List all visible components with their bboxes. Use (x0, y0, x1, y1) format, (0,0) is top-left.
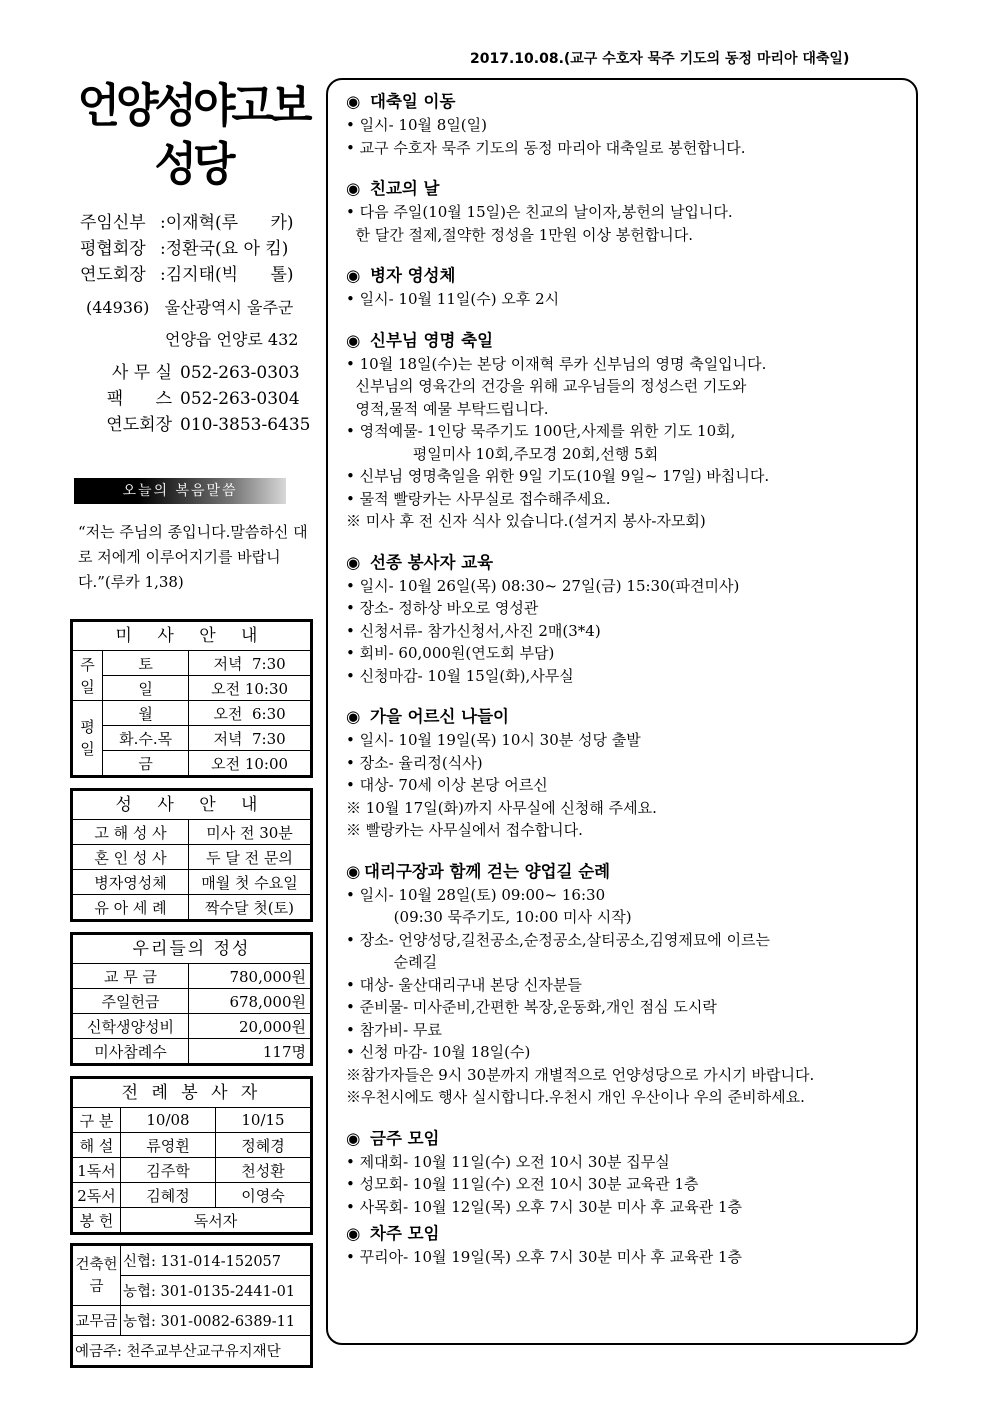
section-mark-icon: ◉ (346, 552, 361, 572)
gospel-heading: 오늘의 복음말씀 (74, 478, 286, 504)
notice-line: • 장소- 정하상 바오로 영성관 (346, 599, 539, 617)
notice-line: • 사목회- 10월 12일(목) 오후 7시 30분 미사 후 교육관 1층 (346, 1197, 742, 1216)
notice-line: • 꾸리아- 10월 19일(목) 오후 7시 30분 미사 후 교육관 1층 (346, 1248, 742, 1266)
sacrament-name: 병자영성체 (73, 870, 189, 895)
gospel-text: “저는 주님의 종입니다.말씀하신 대로 저에게 이루어지기를 바랍니다.”(루카 1,38) (78, 523, 308, 591)
sacrament-info: 두 달 전 문의 (189, 845, 311, 870)
notice-line: 한 달간 절제,절약한 정성을 1만원 이상 봉헌합니다. (346, 225, 694, 244)
mass-schedule-table (70, 619, 313, 778)
notice-line: • 대상- 울산대리구내 본당 신자분들 (346, 975, 582, 994)
mass-time: 오전 10:00 (189, 751, 311, 776)
notice-section (346, 90, 916, 159)
building-account: 농협: 301-0135-2441-01 (121, 1276, 311, 1306)
account-holder: 예금주: 천주교부산교구유지재단 (73, 1336, 311, 1366)
address (70, 292, 316, 356)
sacrament-name: 고 해 성 사 (73, 820, 189, 845)
offering-table (70, 932, 313, 1066)
sacraments-table (70, 788, 313, 922)
notice-line: • 10월 18일(수)는 본당 이재혁 루카 신부님의 영명 축일입니다. (346, 354, 767, 373)
staff-role: 주임신부 (80, 213, 146, 233)
mass-day: 금 (103, 751, 189, 776)
servers-col-header: 10/15 (216, 1108, 311, 1133)
sacrament-name: 혼 인 성 사 (73, 845, 189, 870)
notice-line: 순례길 (346, 953, 438, 971)
section-mark-icon: ◉ (346, 92, 361, 111)
notice-line: • 회비- 60,000원(연도회 부담) (346, 644, 555, 662)
mass-day: 일 (103, 676, 189, 701)
offering-name: 주일헌금 (73, 989, 189, 1014)
staff-name: :김지태(빅 톨) (160, 265, 294, 285)
notice-line: • 신청서류- 참가신청서,사진 2매(3*4) (346, 621, 601, 640)
server-role: 봉 헌 (73, 1208, 121, 1233)
notice-title: 대리구장과 함께 걷는 양업길 순례 (364, 861, 611, 881)
address-line1: (44936) 울산광역시 울주군 (86, 298, 294, 317)
notice-line: ※ 빨랑카는 사무실에서 접수합니다. (346, 821, 583, 839)
mass-time: 저녁 7:30 (189, 651, 311, 676)
server-name: 김혜정 (121, 1183, 216, 1208)
offering-name: 교 무 금 (73, 964, 189, 989)
staff-row (70, 236, 316, 262)
mass-time: 저녁 7:30 (189, 726, 311, 751)
notice-section (346, 551, 916, 688)
sacrament-info: 미사 전 30분 (189, 820, 311, 845)
notice-line: • 신청마감- 10월 15일(화),사무실 (346, 666, 574, 685)
notice-title: 선종 봉사자 교육 (370, 552, 494, 572)
notice-line: • 물적 빨랑카는 사무실로 접수해주세요. (346, 489, 611, 508)
mass-heading: 미 사 안 내 (73, 622, 311, 651)
notice-line: 영적,물적 예물 부탁드립니다. (346, 399, 549, 418)
notice-line: • 교구 수호자 묵주 기도의 동정 마리아 대축일로 봉헌합니다. (346, 138, 746, 157)
phone-number: 010-3853-6435 (180, 415, 311, 435)
notice-line: • 장소- 언양성당,길천공소,순정공소,살티공소,김영제묘에 이르는 (346, 930, 771, 949)
section-mark-icon: ◉ (346, 330, 361, 350)
notice-title: 금주 모임 (370, 1128, 440, 1148)
mass-day: 토 (103, 651, 189, 676)
parish-title (70, 77, 316, 195)
sacrament-info: 짝수달 첫(토) (189, 895, 311, 920)
notice-line: 평일미사 10회,주모경 20회,선행 5회 (346, 444, 659, 463)
offering-amount: 780,000원 (189, 964, 311, 989)
phone-list (70, 360, 316, 438)
notice-title: 병자 영성체 (370, 266, 456, 285)
notice-section (346, 1222, 916, 1269)
notice-line: • 준비물- 미사준비,간편한 복장,운동화,개인 점심 도시락 (346, 998, 717, 1016)
parish-title-line1: 언양성야고보 (77, 79, 309, 133)
notice-section (346, 177, 916, 246)
offering-heading: 우리들의 정성 (73, 935, 311, 964)
offering-amount: 117명 (189, 1039, 311, 1064)
phone-row (70, 412, 316, 438)
notice-line: • 일시- 10월 28일(토) 09:00~ 16:30 (346, 885, 606, 904)
bulletin-date: 2017.10.08.(교구 수호자 묵주 기도의 동정 마리아 대축일) (470, 51, 850, 67)
section-mark-icon: ◉ (346, 1224, 361, 1243)
phone-row (70, 360, 316, 386)
notice-line: • 참가비- 무료 (346, 1020, 442, 1039)
notice-line: • 신청 마감- 10월 18일(수) (346, 1043, 531, 1061)
phone-label: 연도회장 (106, 415, 172, 435)
notice-line: • 일시- 10월 26일(목) 08:30~ 27일(금) 15:30(파견미사) (346, 576, 740, 595)
notice-section (346, 264, 916, 311)
staff-row (70, 210, 316, 236)
mass-time: 오전 6:30 (189, 701, 311, 726)
server-role: 2독서 (73, 1183, 121, 1208)
notice-line: • 일시- 10월 19일(목) 10시 30분 성당 출발 (346, 731, 641, 749)
notice-title: 가을 어르신 나들이 (370, 707, 510, 726)
offering-name: 미사참례수 (73, 1039, 189, 1064)
staff-row (70, 262, 316, 288)
phone-row (70, 386, 316, 412)
notice-section (346, 329, 916, 533)
notice-line: • 성모회- 10월 11일(수) 오전 10시 30분 교육관 1층 (346, 1175, 699, 1193)
servers-col-header: 구 분 (73, 1108, 121, 1133)
server-name: 독서자 (121, 1208, 311, 1233)
staff-role: 평협회장 (80, 239, 146, 259)
notice-line: (09:30 묵주기도, 10:00 미사 시작) (346, 908, 632, 926)
notice-line: 신부님의 영육간의 건강을 위해 교우님들의 정성스런 기도와 (346, 377, 747, 395)
left-column (70, 80, 316, 1368)
phone-number: 052-263-0304 (180, 389, 300, 409)
section-mark-icon: ◉ (346, 707, 361, 726)
notice-line: • 영적예물- 1인당 묵주기도 100단,사제를 위한 기도 10회, (346, 422, 736, 440)
server-role: 해 설 (73, 1133, 121, 1158)
notice-line: • 다음 주일(10월 15일)은 친교의 날이자,봉헌의 날입니다. (346, 203, 733, 221)
section-mark-icon: ◉ (346, 861, 361, 881)
tithe-account: 농협: 301-0082-6389-11 (121, 1306, 311, 1336)
sacrament-info: 매월 첫 수요일 (189, 870, 311, 895)
sunday-label: 주일 (73, 651, 103, 701)
notice-line: ※ 미사 후 전 신자 식사 있습니다.(설거지 봉사-자모회) (346, 512, 706, 530)
staff-name: :정환국(요 아 킴) (160, 239, 289, 259)
notice-line: • 일시- 10월 11일(수) 오후 2시 (346, 290, 560, 308)
mass-day: 화.수.목 (103, 726, 189, 751)
offering-amount: 678,000원 (189, 989, 311, 1014)
staff-name: :이재혁(루 카) (160, 213, 294, 233)
notice-line: • 대상- 70세 이상 본당 어르신 (346, 776, 548, 794)
address-line2: 언양읍 언양로 432 (165, 330, 299, 349)
offering-name: 신학생양성비 (73, 1014, 189, 1039)
notice-section (346, 860, 916, 1109)
phone-label: 사 무 실 (111, 363, 172, 383)
notice-title: 신부님 영명 축일 (370, 330, 494, 350)
mass-day: 월 (103, 701, 189, 726)
notice-section (346, 1127, 916, 1219)
notice-line: • 장소- 율리정(식사) (346, 753, 483, 772)
notice-line: • 일시- 10월 8일(일) (346, 116, 488, 134)
notices-panel (326, 78, 918, 1345)
server-name: 류영휜 (121, 1133, 216, 1158)
phone-number: 052-263-0303 (180, 363, 300, 383)
section-mark-icon: ◉ (346, 266, 361, 285)
offering-amount: 20,000원 (189, 1014, 311, 1039)
section-mark-icon: ◉ (346, 179, 361, 198)
sacraments-heading: 성 사 안 내 (73, 791, 311, 820)
server-name: 정혜경 (216, 1133, 311, 1158)
notice-line: ※참가자들은 9시 30분까지 개별적으로 언양성당으로 가시기 바랍니다. (346, 1065, 815, 1084)
notice-line: ※ 10월 17일(화)까지 사무실에 신청해 주세요. (346, 798, 657, 817)
notice-title: 대축일 이동 (370, 92, 456, 111)
tithe-label: 교무금 (73, 1306, 121, 1336)
section-mark-icon: ◉ (346, 1128, 361, 1148)
notice-line: • 신부님 영명축일을 위한 9일 기도(10월 9일~ 17일) 바칩니다. (346, 467, 770, 485)
mass-time: 오전 10:30 (189, 676, 311, 701)
phone-label: 팩 스 (106, 389, 172, 409)
building-account: 신협: 131-014-152057 (121, 1246, 311, 1276)
notice-line: ※우천시에도 행사 실시합니다.우천시 개인 우산이나 우의 준비하세요. (346, 1088, 805, 1106)
weekday-label: 평일 (73, 701, 103, 776)
notice-title: 차주 모임 (370, 1224, 440, 1243)
server-name: 천성환 (216, 1158, 311, 1183)
accounts-table (70, 1243, 313, 1368)
notice-title: 친교의 날 (370, 179, 440, 198)
server-name: 이영숙 (216, 1183, 311, 1208)
building-fund-label: 건축헌금 (73, 1246, 121, 1306)
notice-section (346, 705, 916, 842)
parish-title-line2: 성당 (154, 138, 232, 192)
servers-table (70, 1076, 313, 1235)
server-name: 김주학 (121, 1158, 216, 1183)
staff-role: 연도회장 (80, 265, 146, 285)
server-role: 1독서 (73, 1158, 121, 1183)
notice-line: • 제대회- 10월 11일(수) 오전 10시 30분 집무실 (346, 1152, 670, 1171)
servers-heading: 전 례 봉 사 자 (73, 1079, 311, 1108)
servers-col-header: 10/08 (121, 1108, 216, 1133)
staff-list (70, 210, 316, 288)
sacrament-name: 유 아 세 례 (73, 895, 189, 920)
